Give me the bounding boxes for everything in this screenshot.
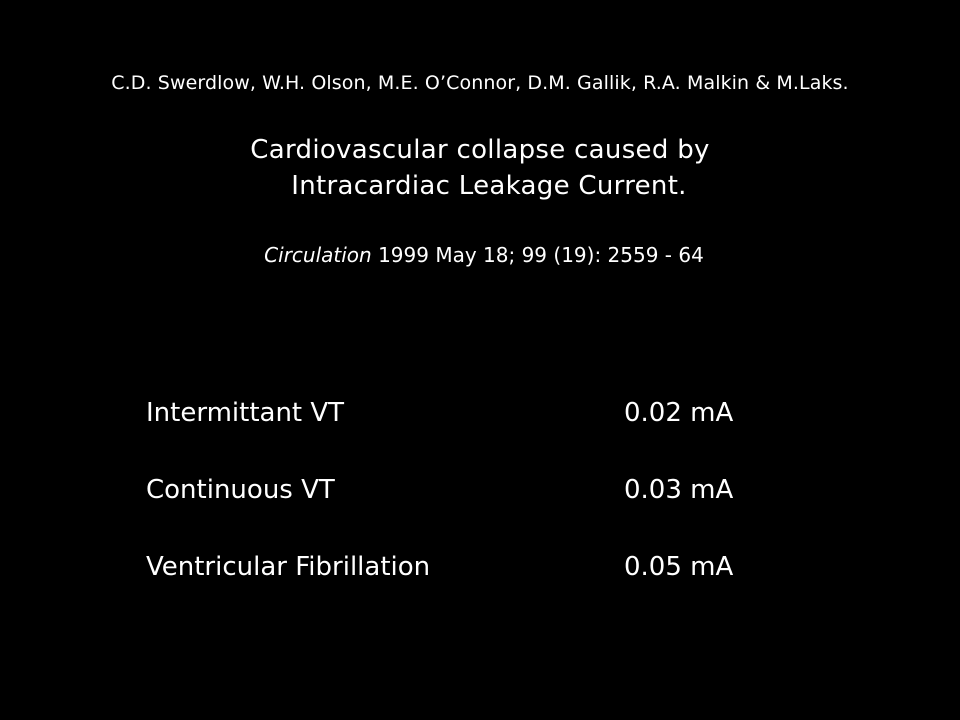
citation: [0, 243, 960, 267]
threshold-row-intermittant-vt: [146, 393, 846, 433]
title-line-2: Intracardiac Leakage Current.: [291, 171, 687, 201]
threshold-row-ventricular-fibrillation: [146, 547, 846, 587]
title-line-1: Cardiovascular collapse caused by: [250, 135, 710, 165]
citation-details: 1999 May 18; 99 (19): 2559 - 64: [371, 243, 704, 267]
threshold-list: [146, 393, 846, 624]
citation-journal: Circulation: [264, 243, 372, 267]
row-label: Ventricular Fibrillation: [146, 552, 431, 582]
authors-line: C.D. Swerdlow, W.H. Olson, M.E. O’Connor, D.M. Gallik, R.A. Malkin & M.Laks.: [111, 72, 849, 94]
slide-title: [0, 132, 960, 204]
row-label: Intermittant VT: [146, 398, 345, 428]
row-value: 0.05 mA: [624, 552, 734, 582]
row-value: 0.02 mA: [624, 398, 734, 428]
row-label: Continuous VT: [146, 475, 335, 505]
row-value: 0.03 mA: [624, 475, 734, 505]
threshold-row-continuous-vt: [146, 470, 846, 510]
